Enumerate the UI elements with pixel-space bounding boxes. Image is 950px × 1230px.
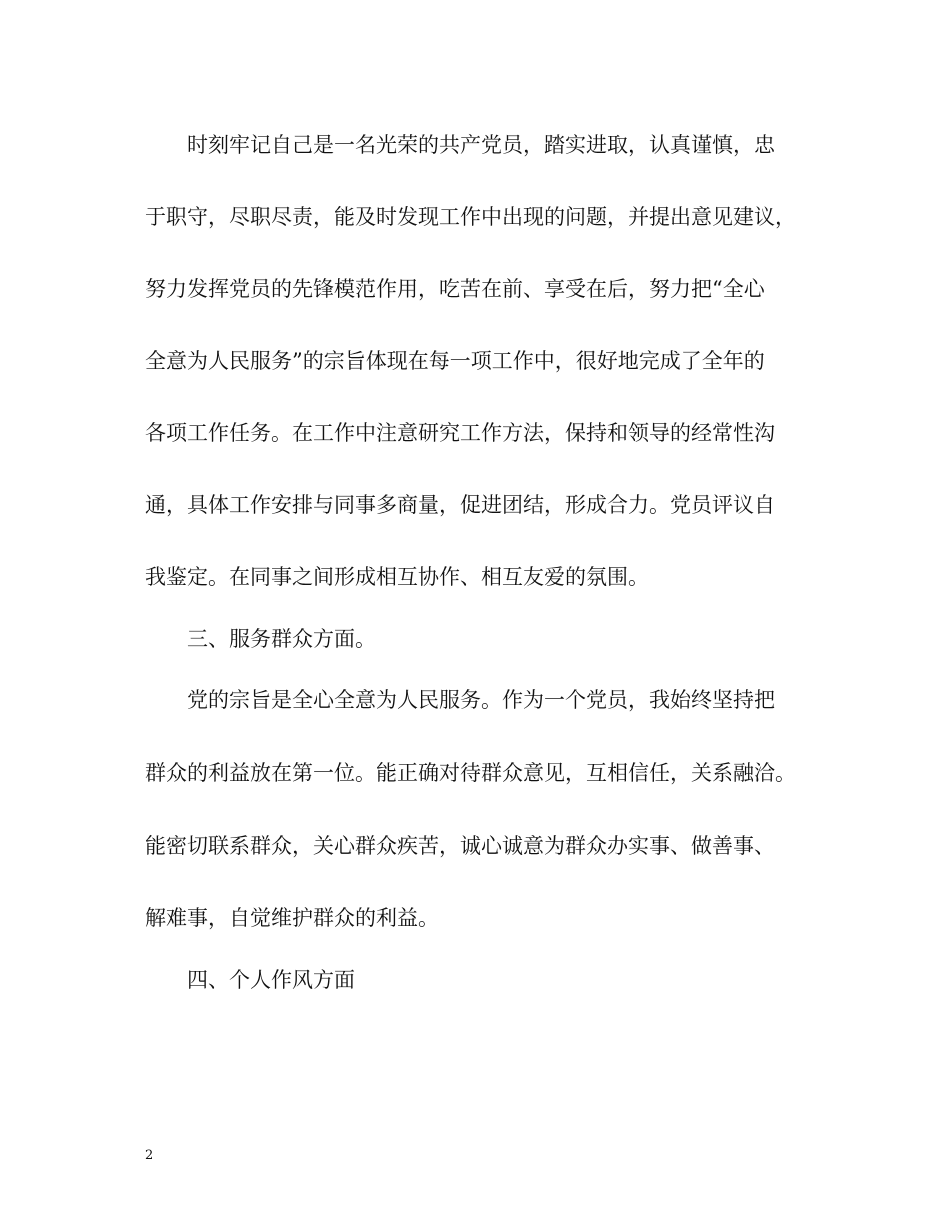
section-heading: 四、个人作风方面 <box>187 968 355 992</box>
section-heading: 三、服务群众方面。 <box>187 627 376 651</box>
paragraph-line: 群众的利益放在第一位。能正确对待群众意见，互相信任，关系融洽。 <box>145 761 796 785</box>
page-number: 2 <box>145 1148 154 1163</box>
paragraph-line: 我鉴定。在同事之间形成相互协作、相互友爱的氛围。 <box>145 565 649 589</box>
paragraph-line: 党的宗旨是全心全意为人民服务。作为一个党员，我始终坚持把 <box>187 688 775 712</box>
paragraph-line: 全意为人民服务”的宗旨体现在每一项工作中，很好地完成了全年的 <box>145 349 765 373</box>
paragraph-line: 通，具体工作安排与同事多商量，促进团结，形成合力。党员评议自 <box>145 493 775 517</box>
paragraph-line: 时刻牢记自己是一名光荣的共产党员，踏实进取，认真谨慎，忠 <box>187 133 775 157</box>
paragraph-line: 解难事，自觉维护群众的利益。 <box>145 906 439 930</box>
paragraph-line: 各项工作任务。在工作中注意研究工作方法，保持和领导的经常性沟 <box>145 421 775 445</box>
paragraph-line: 能密切联系群众，关心群众疾苦，诚心诚意为群众办实事、做善事、 <box>145 834 775 858</box>
paragraph-line: 努力发挥党员的先锋模范作用，吃苦在前、享受在后，努力把“全心 <box>145 277 765 301</box>
paragraph-line: 于职守，尽职尽责，能及时发现工作中出现的问题，并提出意见建议， <box>145 205 796 229</box>
